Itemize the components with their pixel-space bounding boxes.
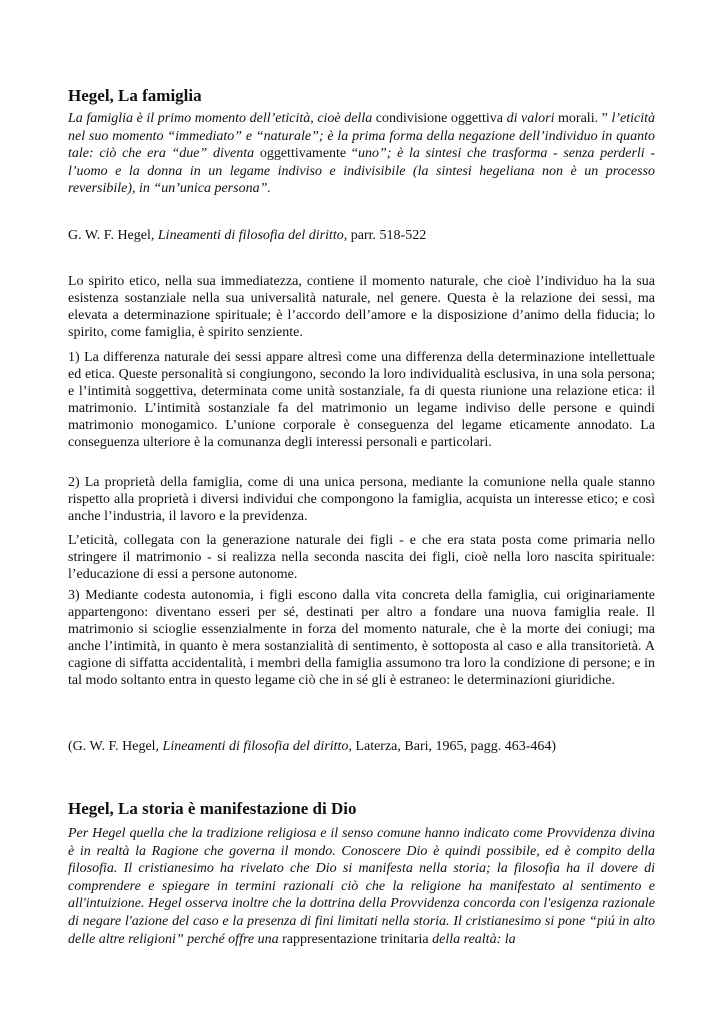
source-details: , Laterza, Bari, 1965, pagg. 463-464) (348, 739, 557, 754)
source-title: Lineamenti di filosofia del diritto (162, 739, 349, 754)
intro-famiglia (68, 110, 655, 198)
citation-famiglia (68, 227, 426, 245)
paragraph-proprieta: 2) La proprietà della famiglia, come di una unica persona, mediante la comunione nella quale stanno rispetto alla proprietà i diversi individui che compongono la famiglia, acquista un interesse etico; e così anche l’industria, il lavoro e la previdenza. (68, 475, 655, 525)
intro-run: l’eticità nel suo momento “immediato” e “naturale”; è la prima forma della negazione dell’individuo in quanto tale: ciò che era “due” diventa (68, 111, 655, 162)
citation-pages: , parr. 518-522 (343, 228, 427, 243)
intro-run: morali. ” (554, 111, 612, 126)
intro-run: condivisione oggettiva (372, 111, 507, 126)
source-author: (G. W. F. Hegel, (68, 739, 163, 754)
intro-run: uno”; è la sintesi che trasforma - senza perderli - l’uomo e la donna in un legame indiviso e indivisibile (la sintesi hegeliana non è un processo reversibile), in “un’unica persona”. (68, 146, 655, 197)
intro-run: oggettivamente “ (254, 146, 359, 162)
paragraph-spirito-etico: Lo spirito etico, nella sua immediatezza, contiene il momento naturale, che cioè l’individuo ha la sua esistenza sostanziale nella sua universalità naturale, nel genere. Questa è la relazione dei sessi, ma elevata a determinazione spirituale; è l’accordo dell’amore e la disposizione d’animo della fiducia; lo spirito, come famiglia, è spirito senziente. (68, 274, 655, 341)
section-title-famiglia: Hegel, La famiglia (68, 86, 202, 105)
citation-author: G. W. F. Hegel, (68, 228, 158, 243)
paragraph-differenza-sessi: 1) La differenza naturale dei sessi appare altresì come una differenza della determinazione intellettuale ed etica. Queste personalità si congiungono, secondo la loro individualità esclusiva, in una sola persona; e l’intimità soggettiva, determinata come unità sostanziale, fa di questa riunione una relazione etica: il matrimonio. L’intimità sostanziale fa del matrimonio un legame indiviso delle persone e quindi matrimonio monogamico. L’unione corporale è conseguenza del legame eticamente annodato. La conseguenza ulteriore è la comunanza degli interessi personali e particolari. (68, 350, 655, 451)
intro-storia (68, 825, 655, 948)
intro-run: di valori (506, 111, 555, 126)
intro-run: La famiglia è il primo momento dell’eticità, cioè della (68, 111, 373, 126)
paragraph-autonomia: 3) Mediante codesta autonomia, i figli escono dalla vita concreta della famiglia, cui originariamente appartengono: diventano esseri per sé, destinati per altro a fondare una nuova famiglia reale. Il matrimonio si scioglie essenzialmente in forza del momento naturale, che è la morte dei coniugi; ma anche l’intimità, in quanto è mera sostanzialità di sentimento, è sottoposta al caso e alla transitorietà. A cagione di siffatta accidentalità, i membri della famiglia assumono tra loro la condizione di persone; e in tal modo soltanto entra in questo legame ciò che in sé gli è estraneo: le determinazioni giuridiche. (68, 588, 655, 689)
intro-run: della realtà: la (432, 931, 516, 947)
intro-run: rappresentazione trinitaria (278, 931, 433, 947)
citation-title: Lineamenti di filosofia del diritto (157, 228, 344, 243)
intro-run: Per Hegel quella che la tradizione religiosa e il senso comune hanno indicato come Provvidenza divina è in realtà la Ragione che governa il mondo. Conoscere Dio è quindi possibile, ed è compito della filosofia. Il cristianesimo ha rivelato che Dio si manifesta nella storia; la filosofia ha il dovere di comprendere e spiegare in termini razionali ciò che la religione ha manifestato al sentimento e all'intuizione. Hegel osserva inoltre che la dottrina della Provvidenza concorda con l'esigenza razionale di negare l'azione del caso e la presenza di fini limitati nella storia. Il cristianesimo si pone “piú in alto delle altre religioni” perché offre una (68, 826, 655, 947)
section-title-storia: Hegel, La storia è manifestazione di Dio (68, 799, 357, 818)
paragraph-eticita-figli: L’eticità, collegata con la generazione naturale dei figli - e che era stata posta come primaria nello stringere il matrimonio - si realizza nella seconda nascita dei figli, cioè nella loro nascita spirituale: l’educazione di essi a persone autonome. (68, 533, 655, 583)
source-citation (68, 738, 556, 756)
